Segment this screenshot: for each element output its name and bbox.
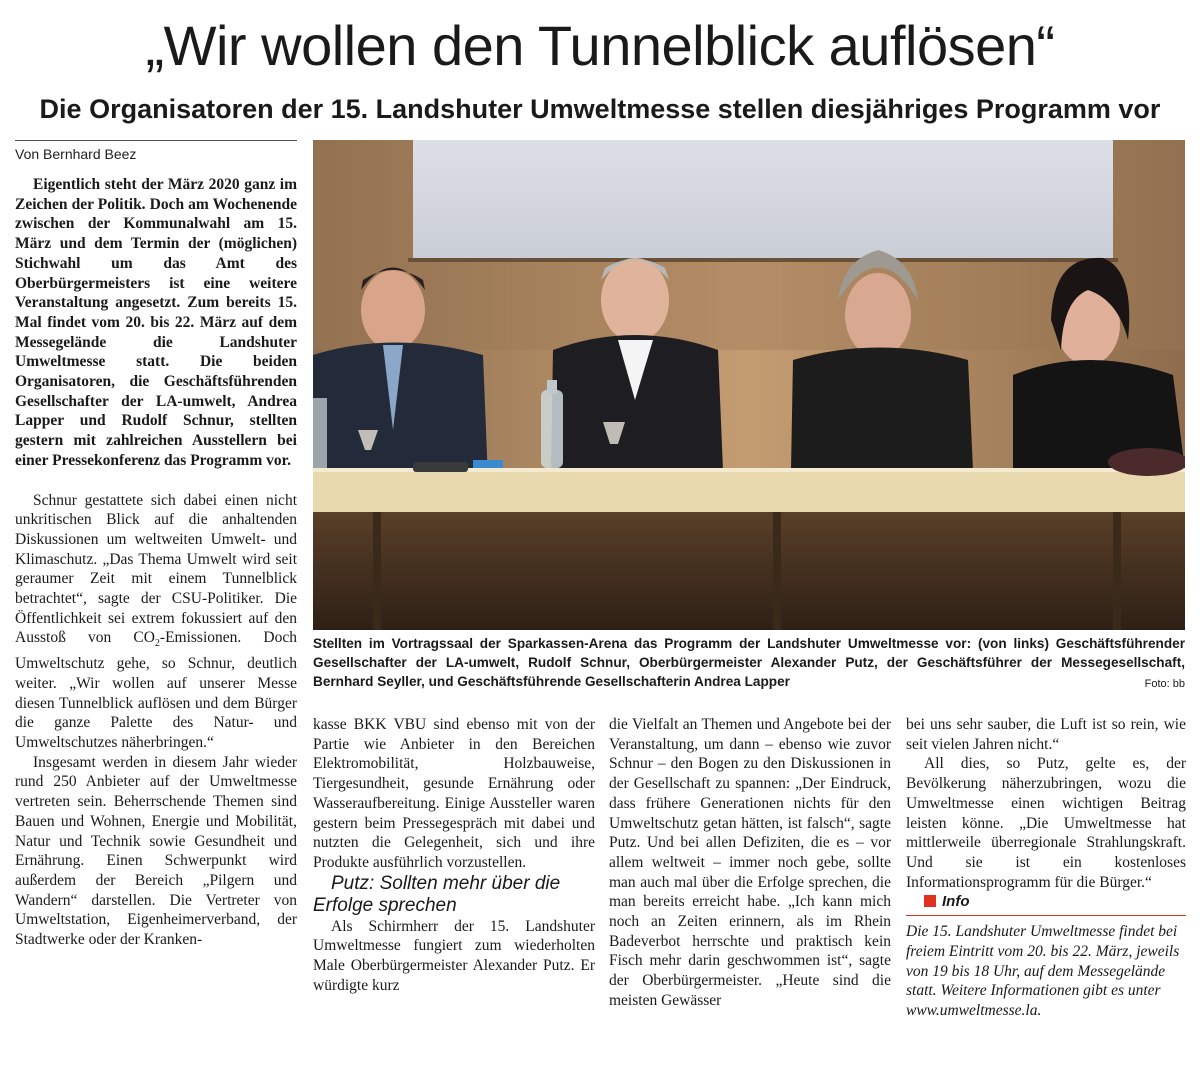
info-text: Die 15. Landshuter Umweltmesse findet bei freiem Eintritt vom 20. bis 22. März, jeweils von 19 bis 18 Uhr, auf dem Messegelände statt. Weitere Informationen gibt es unter www.umweltmesse.la.	[906, 923, 1180, 1020]
column-3	[609, 715, 891, 1011]
paragraph: bei uns sehr sauber, die Luft ist so rein, wie seit vielen Jahren nicht.“	[906, 716, 1186, 753]
info-square-icon	[924, 895, 936, 907]
photo-credit: Foto: bb	[1144, 678, 1185, 690]
paragraph: kasse BKK VBU sind ebenso mit von der Partie wie Anbieter in den Bereichen Elektromobilität, Holzbauweise, Tiergesundheit, gesunde Ernährung oder Wasseraufbereitung. Einige Aussteller waren gestern beim Pressegespräch mit dabei und nutzten die Gelegenheit, sich und ihre Produkte ausführlich vorzustellen.	[313, 716, 595, 871]
paragraph-text-cont: -Emissionen. Doch Umweltschutz gehe, so Schnur, deutlich weiter. „Wir wollen auf unserer Messe diesen Tunnelblick auflösen und dem Bürger die ganze Palette des Natur- und Umweltschutzes näherbringen.“	[15, 629, 297, 752]
co2-subscript: 2	[154, 638, 160, 650]
co2-prefix: CO	[133, 629, 155, 647]
caption-text: Stellten im Vortragssaal der Sparkassen-Arena das Programm der Landshuter Umweltmesse vor: (von links) Geschäftsführender Gesellschafter der LA-umwelt, Rudolf Schnur, Oberbürgermeister Alexander Putz, der Geschäftsführer der Messegesellschaft, Bernhard Seyller, und Geschäftsführende Gesellschafterin Andrea Lapper	[313, 636, 1185, 689]
paragraph: die Vielfalt an Themen und Angebote bei der Veranstaltung, um dann – ebenso wie zuvor Schnur – den Bogen zu den Diskussionen in der Gesellschaft zu spannen: „Der Eindruck, dass frühere Generationen nichts für den Umweltschutz getan hätten, ist falsch“, sagte Putz. Und bei allen Defiziten, die es – vor allem weltweit – immer noch gebe, sollte man auch mal über die Erfolge sprechen, die man bereits erreicht habe. „Ich kann mich noch an Zeiten erinnern, als im Rhein Badeverbot herrschte und praktisch kein Fisch mehr darin geschwommen ist“, sagte der Oberbürgermeister. „Heute sind die meisten Gewässer	[609, 716, 891, 1009]
subtitle: Putz: Sollten mehr über die Erfolge sprechen	[313, 872, 561, 916]
column-1	[15, 175, 297, 950]
info-heading	[906, 892, 1186, 916]
paragraph: Als Schirmherr der 15. Landshuter Umweltmesse fungiert zum wiederholten Male Oberbürgermeister Alexander Putz. Er würdigte kurz	[313, 917, 595, 994]
info-label: Info	[942, 893, 970, 911]
press-photo	[313, 140, 1185, 630]
paragraph	[15, 491, 297, 753]
byline-rule	[15, 140, 297, 141]
headline: „Wir wollen den Tunnelblick auflösen“	[145, 14, 1055, 77]
subheadline: Die Organisatoren der 15. Landshuter Umweltmesse stellen diesjähriges Programm vor	[39, 94, 1161, 124]
table	[313, 468, 1185, 512]
paragraph-text: Schnur gestattete sich dabei einen nicht unkritischen Blick auf die anhaltenden Diskussionen um weltweiten Umwelt- und Klimaschutz. „Das Thema Umwelt wird seit geraumer Zeit mit einem Tunnelblick betrachtet“, sagte der CSU-Politiker. Die Öffentlichkeit sei extrem fokussiert auf den Ausstoß von	[15, 491, 297, 647]
column-4	[906, 715, 1186, 1021]
water-bottle	[541, 390, 563, 468]
lead-paragraph: Eigentlich steht der März 2020 ganz im Zeichen der Politik. Doch am Wochenende zwischen der Kommunalwahl am 15. März und dem Termin der (möglichen) Stichwahl um das Amt des Oberbürgermeisters ist eine weitere Veranstaltung angesetzt. Zum bereits 15. Mal findet vom 20. bis 22. März auf dem Messegelände die Landshuter Umweltmesse statt. Die beiden Organisatoren, die Geschäftsführenden Gesellschafter der LA-umwelt, Andrea Lapper und Rudolf Schnur, stellten gestern mit zahlreichen Ausstellern bei einer Pressekonferenz das Programm vor.	[15, 176, 297, 469]
press-conference-image	[313, 140, 1185, 630]
paragraph: Insgesamt werden in diesem Jahr wieder rund 250 Anbieter auf der Umweltmesse vertreten sein. Beherrschende Themen sind Bauen und Wohnen, Energie und Mobilität, Natur und Technik sowie Gesundheit und Ernährung. Einen Schwerpunkt wird außerdem der Bereich „Pilgern und Wandern“ darstellen. Die Vertreter von Umweltstation, Eigenheimerverband, der Stadtwerke oder der Kranken-	[15, 753, 297, 949]
photo-caption	[313, 634, 1185, 694]
paragraph: All dies, so Putz, gelte es, der Bevölkerung näherzubringen, wozu die Umweltmesse einen wichtigen Beitrag leisten könne. „Die Umweltmesse hat mittlerweile überregionale Strahlungskraft. Und sie ist ein kostenloses Informationsprogramm für die Bürger.“	[906, 755, 1186, 891]
byline: Von Bernhard Beez	[15, 146, 137, 162]
column-2	[313, 715, 595, 995]
